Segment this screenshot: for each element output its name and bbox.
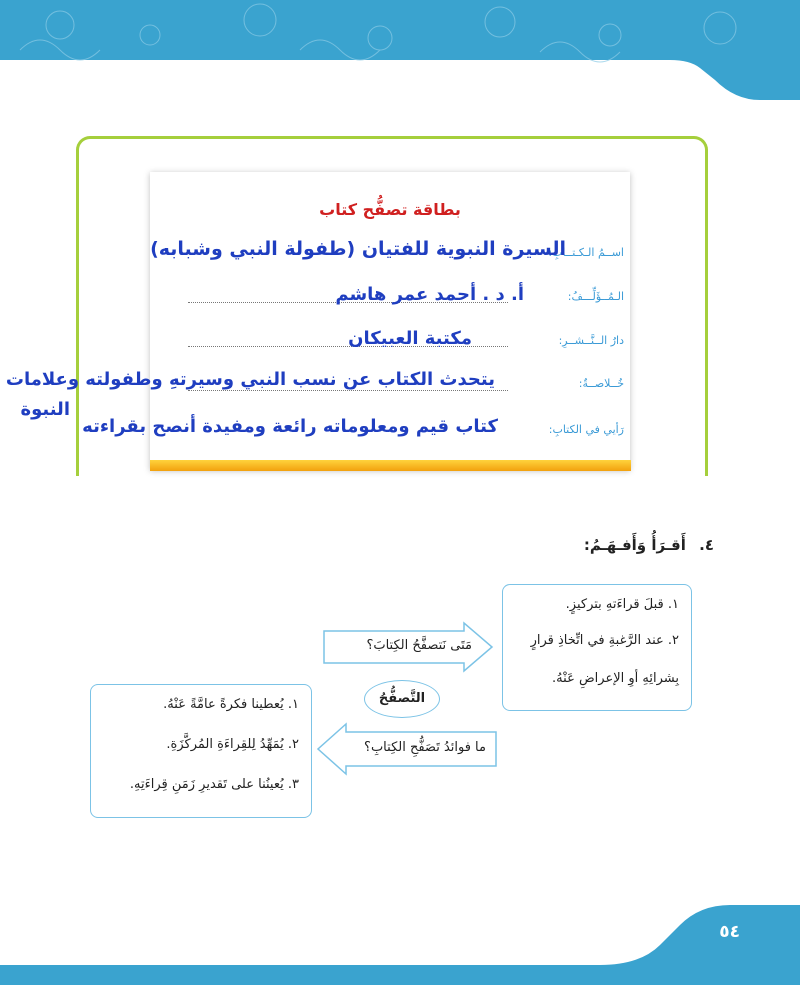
benefit-item: ٣. يُعينُنا على تَقديرِ زَمَنِ قِراءَتِهِ. bbox=[129, 777, 299, 792]
field-label-publisher: دارُ الــنَّــشــرِ: bbox=[558, 334, 624, 347]
section-heading bbox=[584, 536, 714, 554]
bottom-banner bbox=[0, 905, 800, 985]
benefit-item: ٢. يُمَهِّدُ لِلقِراءَةِ المُركَّزَةِ. bbox=[166, 737, 299, 752]
page-number: ٥٤ bbox=[719, 922, 740, 942]
field-label-summary: خُــلاصــةٌ: bbox=[578, 377, 624, 390]
card-title: بطاقة تصفُّح كتاب bbox=[319, 200, 461, 219]
answer-summary-line1: يتحدث الكتاب عن نسب النبي وسيرتهِ وطفولته وعلامات bbox=[5, 369, 495, 390]
card-bottom-bar bbox=[150, 460, 631, 471]
top-banner bbox=[0, 0, 800, 100]
dotted-line bbox=[188, 390, 508, 391]
answer-publisher: مكتبة العبيكان bbox=[348, 328, 472, 349]
question-benefits: ما فوائدُ تَصَفُّحِ الكِتابِ؟ bbox=[364, 740, 486, 755]
when-item: بِشرائِهِ أوِ الإعراضِ عَنْهُ. bbox=[552, 671, 679, 686]
benefit-item: ١. يُعطينا فكرةً عامَّةً عَنْهُ. bbox=[163, 697, 299, 712]
when-item: ١. قبلَ قراءَتهِ بتركيزٍ. bbox=[565, 597, 679, 612]
when-box bbox=[502, 584, 692, 711]
answer-summary-line2: النبوة bbox=[20, 399, 70, 420]
section-title: أَقـرَأُ وَأَفـهَـمُ: bbox=[583, 536, 686, 554]
section-number: ٤. bbox=[699, 536, 714, 554]
center-oval: التَّصفُّحُ bbox=[364, 680, 440, 718]
answer-book-name: السيرة النبوية للفتيان (طفولة النبي وشبابه) bbox=[150, 238, 566, 260]
field-label-book-name: اســمُ الـكـتــابِ: bbox=[548, 246, 624, 259]
benefits-box bbox=[90, 684, 312, 818]
field-label-author: الـمُــؤَلِّـــفُ: bbox=[567, 290, 624, 303]
answer-author: أ. د . أحمد عمر هاشم bbox=[335, 284, 524, 305]
when-item: ٢. عند الرَّغبةِ في اتِّخاذِ قرارٍ bbox=[530, 633, 679, 648]
question-when: مَتَى نَتصفَّحُ الكِتابَ؟ bbox=[366, 638, 472, 653]
answer-opinion: كتاب قيم ومعلوماته رائعة ومفيدة أنصح بقراءته bbox=[82, 416, 498, 437]
field-label-opinion: رَأيي في الكتابِ: bbox=[548, 423, 624, 436]
